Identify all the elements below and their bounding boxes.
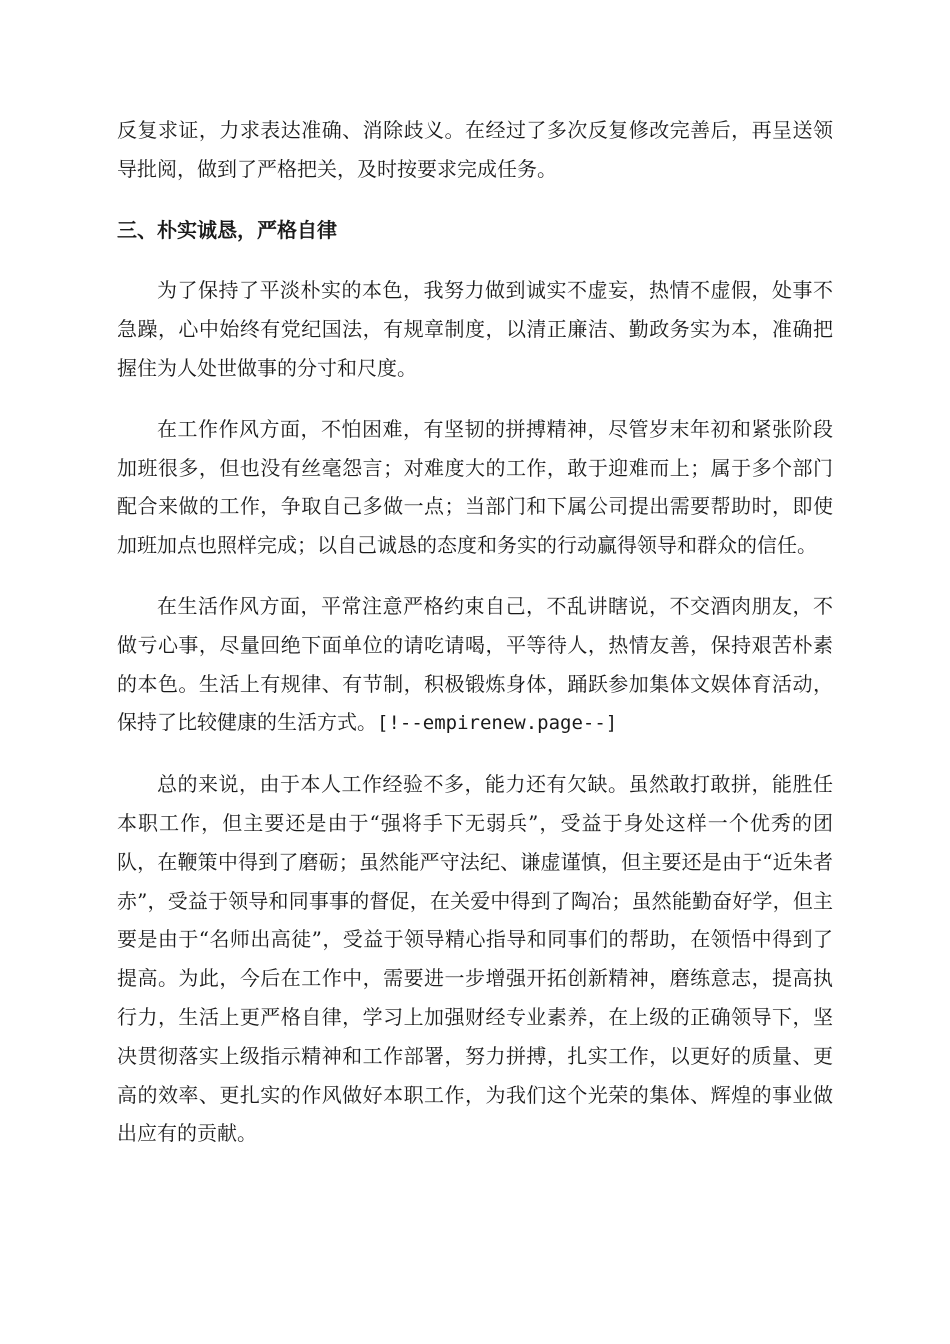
paragraph-honesty: 为了保持了平淡朴实的本色，我努力做到诚实不虚妄，热情不虚假，处事不急躁，心中始终有党纪国法，有规章制度，以清正廉洁、勤政务实为本，准确把握住为人处世做事的分寸和尺度。: [117, 278, 833, 380]
page-break-marker: [!--empirenew.page--]: [377, 712, 618, 735]
section-heading: 三、朴实诚恳，严格自律: [117, 217, 337, 242]
paragraph-life-style: [117, 587, 833, 743]
paragraph-summary: 总的来说，由于本人工作经验不多，能力还有欠缺。虽然敢打敢拼，能胜任本职工作，但主要还是由于“强将手下无弱兵”，受益于身处这样一个优秀的团队，在鞭策中得到了磨砺；虽然能严守法纪、谦虚谨慎，但主要还是由于“近朱者赤”，受益于领导和同事事的督促，在关爱中得到了陶冶；虽然能勤奋好学，但主要是由于“名师出高徒”，受益于领导精心指导和同事们的帮助，在领悟中得到了提高。为此，今后在工作中，需要进一步增强开拓创新精神，磨练意志，提高执行力，生活上更严格自律，学习上加强财经专业素养，在上级的正确领导下，坚决贯彻落实上级指示精神和工作部署，努力拼搏，扎实工作，以更好的质量、更高的效率、更扎实的作风做好本职工作，为我们这个光荣的集体、辉煌的事业做出应有的贡献。: [117, 772, 833, 1146]
document-body: [117, 111, 833, 1175]
paragraph-work-style: 在工作作风方面，不怕困难，有坚韧的拼搏精神，尽管岁末年初和紧张阶段加班很多，但也没有丝毫怨言；对难度大的工作，敢于迎难而上；属于多个部门配合来做的工作，争取自己多做一点；当部门和下属公司提出需要帮助时，即使加班加点也照样完成；以自己诚恳的态度和务实的行动赢得领导和群众的信任。: [117, 416, 833, 558]
paragraph-life-style-text: 在生活作风方面，平常注意严格约束自己，不乱讲瞎说，不交酒肉朋友，不做亏心事，尽量回绝下面单位的请吃请喝，平等待人，热情友善，保持艰苦朴素的本色。生活上有规律、有节制，积极锻炼身体，踊跃参加集体文娱体育活动，保持了比较健康的生活方式。: [117, 593, 833, 735]
continuation-paragraph: 反复求证，力求表达准确、消除歧义。在经过了多次反复修改完善后，再呈送领导批阅，做到了严格把关，及时按要求完成任务。: [117, 118, 833, 181]
